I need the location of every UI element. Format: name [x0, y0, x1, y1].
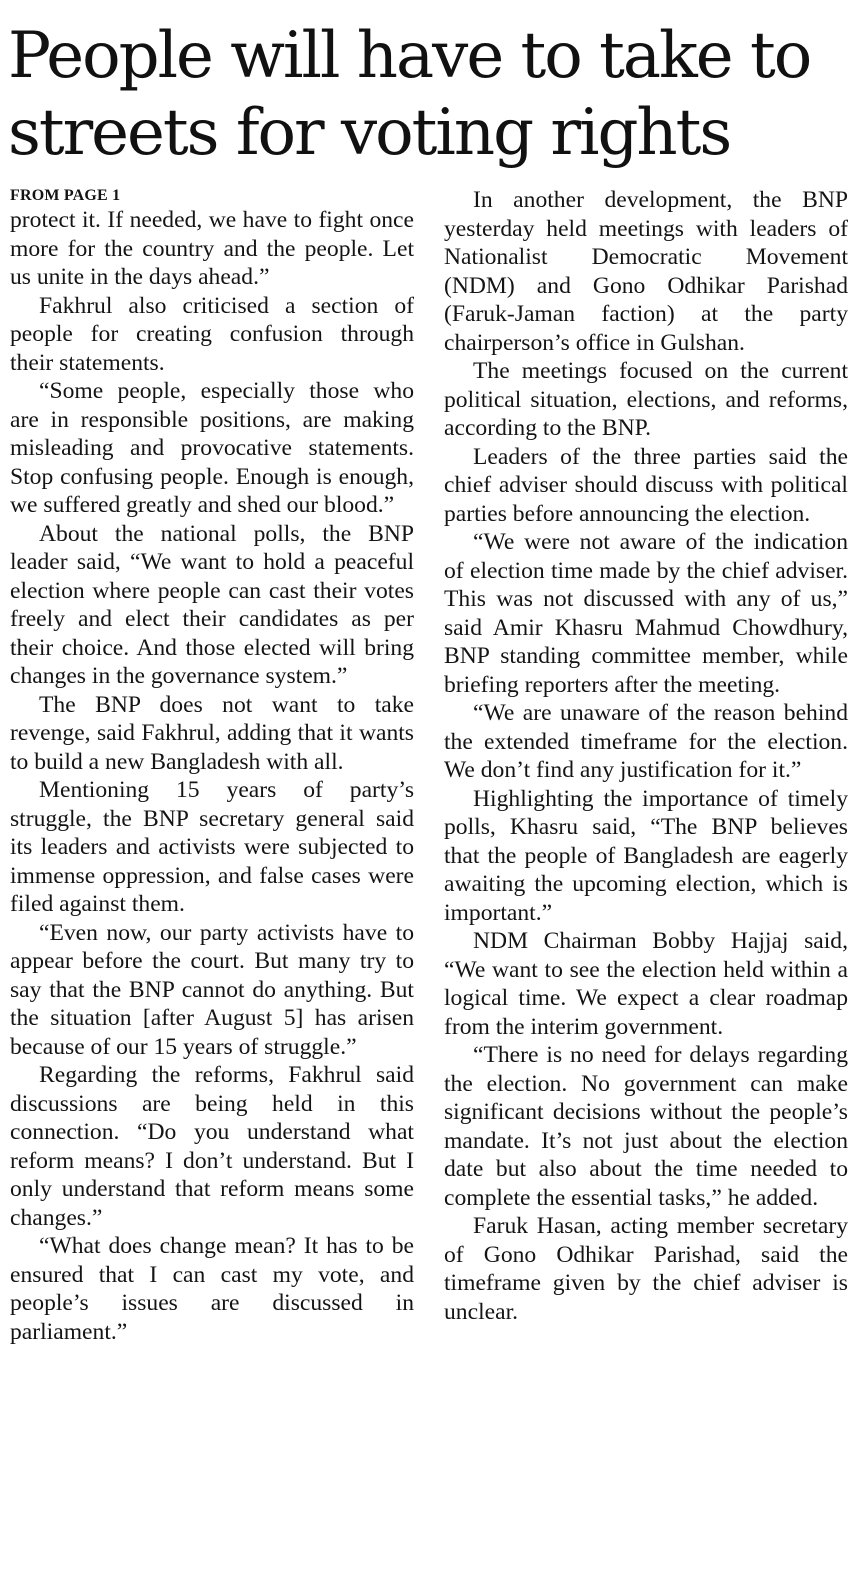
headline: People will have to take to streets for voting rights — [8, 19, 811, 170]
paragraph: Mentioning 15 years of party’s struggle, the BNP secretary general said its leaders and activists were subjected to immense oppression, and false cases were filed against them. — [10, 777, 414, 917]
paragraph: The meetings focused on the current political situation, elections, and reforms, according to the BNP. — [444, 358, 848, 441]
paragraph: “Some people, especially those who are in responsible positions, are making misleading and provocative statements. Stop confusing people. Enough is enough, we suffered greatly and shed our blood.” — [10, 378, 414, 518]
paragraph: “Even now, our party activists have to appear before the court. But many try to say that the BNP cannot do anything. But the situation [after August 5] has arisen because of our 15 years of struggle.” — [10, 919, 414, 1060]
from-page-kicker: FROM PAGE 1 — [10, 187, 121, 204]
paragraph: “We were not aware of the indication of election time made by the chief adviser. This was not discussed with any of us,” said Amir Khasru Mahmud Chowdhury, BNP standing committee member, while briefing reporters after the meeting. — [444, 529, 848, 698]
left-column — [10, 186, 414, 1346]
paragraph: Regarding the reforms, Fakhrul said discussions are being held in this connection. “Do you understand what reform means? I don’t understand. But I only understand that reform means some changes.” — [10, 1062, 414, 1231]
paragraph: Leaders of the three parties said the chief adviser should discuss with political parties before announcing the election. — [444, 443, 848, 527]
paragraph: NDM Chairman Bobby Hajjaj said, “We want to see the election held within a logical time. We expect a clear roadmap from the interim government. — [444, 928, 848, 1040]
paragraph: protect it. If needed, we have to fight once more for the country and the people. Let us unite in the days ahead.” — [10, 207, 414, 290]
right-column — [444, 186, 848, 1346]
paragraph: Highlighting the importance of timely polls, Khasru said, “The BNP believes that the people of Bangladesh are eagerly awaiting the upcoming election, which is important.” — [444, 785, 848, 926]
paragraph: “What does change mean? It has to be ensured that I can cast my vote, and people’s issues are discussed in parliament.” — [10, 1233, 414, 1345]
paragraph: In another development, the BNP yesterday held meetings with leaders of Nationalist Democratic Movement (NDM) and Gono Odhikar Parishad (Faruk-Jaman faction) at the party chairperson’s office in Gulshan. — [444, 187, 848, 356]
paragraph: “There is no need for delays regarding the election. No government can make significant decisions without the people’s mandate. It’s not just about the election date but also about the time needed to complete the essential tasks,” he added. — [444, 1042, 848, 1211]
paragraph: The BNP does not want to take revenge, said Fakhrul, adding that it wants to build a new Bangladesh with all. — [10, 691, 414, 775]
article-body — [10, 186, 848, 1346]
paragraph: Faruk Hasan, acting member secretary of Gono Odhikar Parishad, said the timeframe given by the chief adviser is unclear. — [444, 1213, 848, 1325]
paragraph: “We are unaware of the reason behind the extended timeframe for the election. We don’t find any justification for it.” — [444, 700, 848, 783]
paragraph: About the national polls, the BNP leader said, “We want to hold a peaceful election where people can cast their votes freely and elect their candidates as per their choice. And those elected will bring changes in the governance system.” — [10, 520, 414, 689]
paragraph: Fakhrul also criticised a section of people for creating confusion through their statements. — [10, 292, 414, 376]
